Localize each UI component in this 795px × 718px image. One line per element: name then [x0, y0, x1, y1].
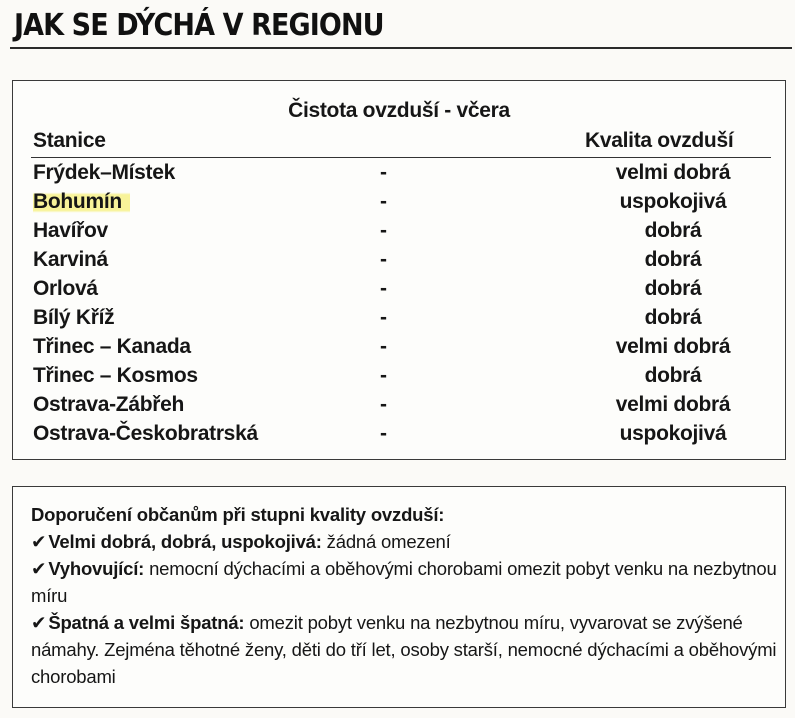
recommendations-box	[12, 486, 786, 708]
station-name: Frýdek–Místek	[33, 161, 176, 184]
recommendation-text: nemocní dýchacími a oběhovými chorobami omezit pobyt venku na nezbytnou míru	[31, 558, 777, 606]
headline: JAK SE DÝCHÁ V REGIONU	[14, 8, 384, 43]
recommendation-label: Vyhovující:	[48, 558, 145, 579]
recommendation-item	[31, 609, 777, 690]
quality-value: uspokojivá	[619, 190, 727, 213]
separator-dash: -	[380, 248, 387, 271]
station-name: Ostrava-Českobratrská	[33, 422, 258, 445]
quality-value: dobrá	[644, 306, 702, 329]
column-header-quality: Kvalita ovzduší	[585, 129, 734, 152]
table-row	[13, 277, 785, 306]
air-quality-table	[12, 80, 786, 460]
separator-dash: -	[380, 190, 387, 213]
station-name: Ostrava-Zábřeh	[33, 393, 185, 416]
recommendation-label: Velmi dobrá, dobrá, uspokojivá:	[48, 531, 322, 552]
quality-value: velmi dobrá	[615, 393, 731, 416]
quality-value: dobrá	[644, 219, 702, 242]
separator-dash: -	[380, 219, 387, 242]
station-name: Třinec – Kosmos	[33, 364, 198, 387]
table-row	[13, 161, 785, 190]
recommendation-text: omezit pobyt venku na nezbytnou míru, vyvarovat se zvýšené námahy. Zejména těhotné ženy, děti do tří let, osoby starší, nemocné dýchacími a oběhovými chorobami	[31, 612, 777, 687]
station-name: Havířov	[33, 219, 108, 242]
table-row	[13, 190, 785, 219]
separator-dash: -	[380, 335, 387, 358]
table-row	[13, 422, 785, 451]
column-header-station: Stanice	[33, 129, 106, 152]
table-row	[13, 364, 785, 393]
recommendations-text	[31, 501, 777, 690]
table-row	[13, 306, 785, 335]
checkmark-icon: ✔	[31, 612, 47, 633]
checkmark-icon: ✔	[31, 531, 47, 552]
headline-rule	[10, 47, 792, 49]
quality-value: dobrá	[644, 277, 702, 300]
separator-dash: -	[380, 364, 387, 387]
separator-dash: -	[380, 161, 387, 184]
station-name: Orlová	[33, 277, 98, 300]
recommendation-item	[31, 555, 777, 609]
quality-value: velmi dobrá	[615, 335, 731, 358]
separator-dash: -	[380, 277, 387, 300]
recommendation-label: Špatná a velmi špatná:	[48, 612, 245, 633]
quality-value: dobrá	[644, 248, 702, 271]
station-name: Karviná	[33, 248, 108, 271]
station-name-highlighted: Bohumín	[33, 190, 130, 214]
quality-value: uspokojivá	[619, 422, 727, 445]
table-row	[13, 248, 785, 277]
table-row	[13, 219, 785, 248]
header-divider	[31, 157, 771, 158]
station-name: Bílý Kříž	[33, 306, 115, 329]
separator-dash: -	[380, 306, 387, 329]
separator-dash: -	[380, 393, 387, 416]
table-row	[13, 393, 785, 422]
separator-dash: -	[380, 422, 387, 445]
recommendation-item	[31, 528, 777, 555]
quality-value: velmi dobrá	[615, 161, 731, 184]
recommendations-heading: Doporučení občanům při stupni kvality ovzduší:	[31, 504, 445, 525]
station-name: Třinec – Kanada	[33, 335, 191, 358]
recommendation-text: žádná omezení	[321, 531, 451, 552]
table-title: Čistota ovzduší - včera	[288, 99, 510, 122]
table-row	[13, 335, 785, 364]
checkmark-icon: ✔	[31, 558, 47, 579]
quality-value: dobrá	[644, 364, 702, 387]
